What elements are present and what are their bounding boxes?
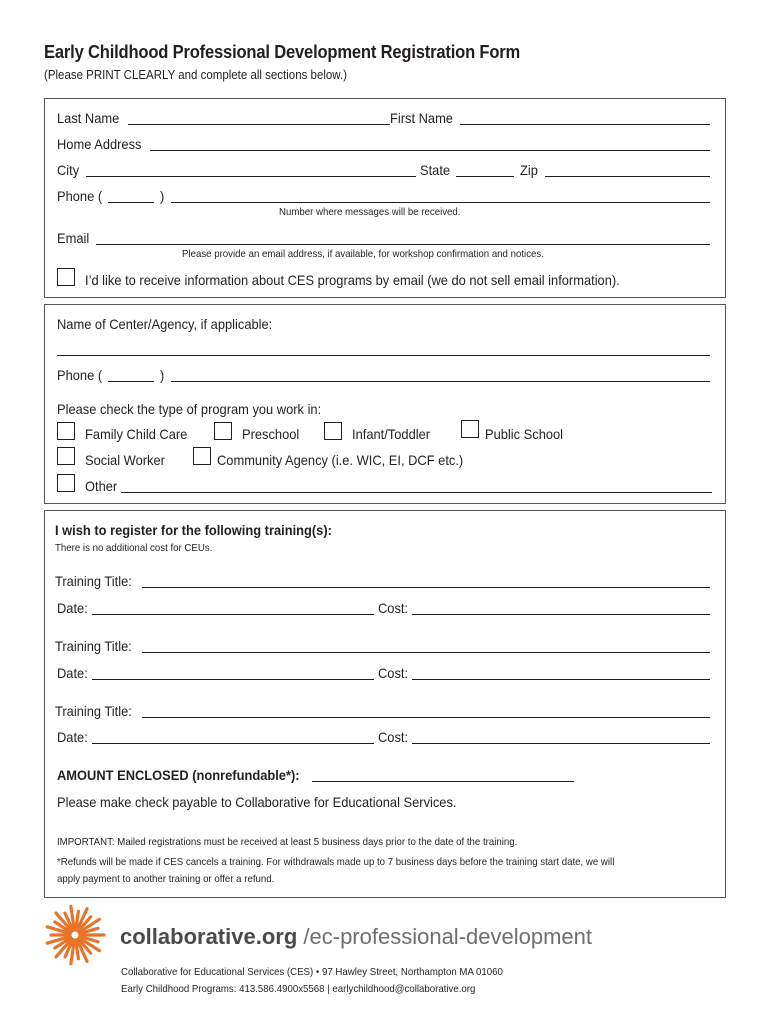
community-agency-checkbox[interactable] [193,447,211,465]
preschool-label: Preschool [242,426,300,442]
email-optin-label: I’d like to receive information about CES programs by email (we do not sell email information). [85,272,620,288]
training-cost-field-3[interactable] [412,743,710,744]
important-note: IMPORTANT: Mailed registrations must be received at least 5 business days prior to the date of the training. [57,836,518,848]
training-date-label-2: Date: [57,665,88,681]
email-field[interactable] [96,244,710,245]
training-title-label-2: Training Title: [55,638,132,654]
public-school-label: Public School [485,426,564,442]
training-cost-field-1[interactable] [412,614,710,615]
state-label: State [420,162,451,178]
training-cost-label-3: Cost: [378,729,409,745]
training-title-label-3: Training Title: [55,703,132,719]
home-address-label: Home Address [57,136,142,152]
first-name-field[interactable] [460,124,710,125]
training-cost-field-2[interactable] [412,679,710,680]
first-name-label: First Name [390,110,453,126]
phone-label: Phone ( [57,188,103,204]
footer-url-path: /ec-professional-development [297,924,592,949]
agency-phone-number-field[interactable] [171,381,710,382]
agency-name-field[interactable] [57,355,710,356]
social-worker-label: Social Worker [85,452,165,468]
family-child-care-label: Family Child Care [85,426,188,442]
payable-note: Please make check payable to Collaborative for Educational Services. [57,794,457,810]
zip-field[interactable] [545,176,710,177]
last-name-field[interactable] [128,124,390,125]
page-subtitle: (Please PRINT CLEARLY and complete all sections below.) [44,68,347,82]
agency-phone-label: Phone ( [57,367,103,383]
preschool-checkbox[interactable] [214,422,232,440]
footer-url-domain: collaborative.org [120,924,298,949]
infant-toddler-checkbox[interactable] [324,422,342,440]
other-field[interactable] [121,492,712,493]
public-school-checkbox[interactable] [461,420,479,438]
other-checkbox[interactable] [57,474,75,492]
email-optin-checkbox[interactable] [57,268,75,286]
amount-enclosed-label: AMOUNT ENCLOSED (nonrefundable*): [57,767,300,783]
training-title-label-1: Training Title: [55,573,132,589]
program-type-prompt: Please check the type of program you work in: [57,401,322,417]
training-title-field-3[interactable] [142,717,710,718]
training-date-field-2[interactable] [92,679,374,680]
phone-number-field[interactable] [171,202,710,203]
city-field[interactable] [86,176,416,177]
infant-toddler-label: Infant/Toddler [352,426,431,442]
email-hint: Please provide an email address, if available, for workshop confirmation and notices. [182,248,544,260]
agency-phone-area-code-field[interactable] [108,381,154,382]
refund-note-line-1: *Refunds will be made if CES cancels a training. For withdrawals made up to 7 business days before the training start date, we will [57,856,615,868]
footer-address: Collaborative for Educational Services (CES) • 97 Hawley Street, Northampton MA 01060 [121,966,503,978]
training-date-field-3[interactable] [92,743,374,744]
training-date-field-1[interactable] [92,614,374,615]
training-date-label-3: Date: [57,729,88,745]
training-title-field-2[interactable] [142,652,710,653]
family-child-care-checkbox[interactable] [57,422,75,440]
refund-note-line-2: apply payment to another training or offer a refund. [57,873,275,885]
agency-name-label: Name of Center/Agency, if applicable: [57,316,273,332]
training-heading: I wish to register for the following training(s): [55,522,332,538]
page-title: Early Childhood Professional Development Registration Form [44,42,521,62]
email-label: Email [57,230,90,246]
zip-label: Zip [520,162,538,178]
sunburst-logo-icon [44,904,106,966]
footer-contact: Early Childhood Programs: 413.586.4900x5568 | earlychildhood@collaborative.org [121,983,476,995]
personal-info-section [44,98,726,298]
social-worker-checkbox[interactable] [57,447,75,465]
phone-area-code-field[interactable] [108,202,154,203]
state-field[interactable] [456,176,514,177]
footer-url[interactable] [120,924,592,950]
training-cost-label-1: Cost: [378,600,409,616]
agency-phone-close-paren: ) [160,367,165,383]
training-note: There is no additional cost for CEUs. [55,542,213,554]
city-label: City [57,162,80,178]
last-name-label: Last Name [57,110,120,126]
other-label: Other [85,478,118,494]
training-cost-label-2: Cost: [378,665,409,681]
training-title-field-1[interactable] [142,587,710,588]
amount-enclosed-field[interactable] [312,781,574,782]
phone-close-paren: ) [160,188,165,204]
phone-hint: Number where messages will be received. [279,206,461,218]
home-address-field[interactable] [150,150,710,151]
training-date-label-1: Date: [57,600,88,616]
community-agency-label: Community Agency (i.e. WIC, EI, DCF etc.) [217,452,464,468]
